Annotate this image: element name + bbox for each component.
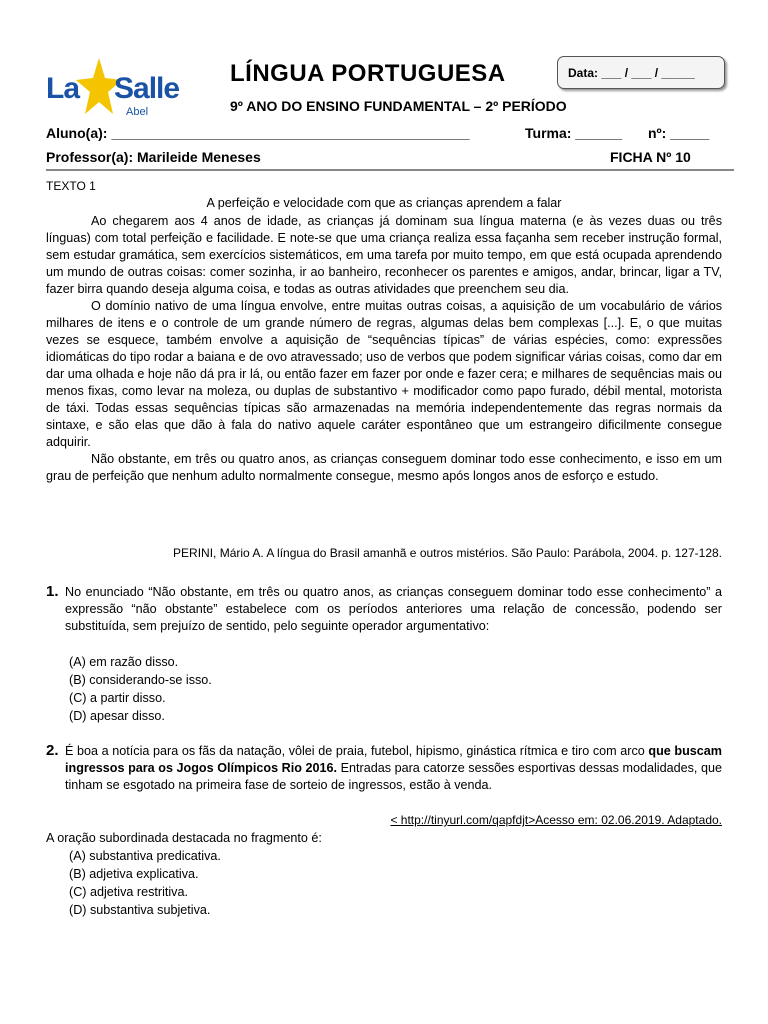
page-subtitle: 9º ANO DO ENSINO FUNDAMENTAL – 2º PERÍODO [230,98,567,114]
question-2-prompt: A oração subordinada destacada no fragmento é: [46,831,322,845]
la-salle-logo [46,58,198,122]
question-1-text: No enunciado “Não obstante, em três ou quatro anos, as crianças conseguem dominar todo esse conhecimento” a expressão “não obstante” estabelece com os períodos anteriores uma relação de concessão, podendo ser substituída, sem prejuízo de sentido, pelo seguinte operador argumentativo: [65,585,722,633]
text-title: A perfeição e velocidade com que as crianças aprendem a falar [206,196,562,210]
option-c[interactable]: (C) a partir disso. [69,691,166,705]
question-2-options [69,847,221,919]
sheet-number: FICHA Nº 10 [610,149,691,165]
paragraph-1: Ao chegarem aos 4 anos de idade, as crianças já dominam sua língua materna (e às vezes duas ou três línguas) com total perfeição e facilidade. E note-se que uma criança realiza essa façanha sem receber instrução formal, sem estudar gramática, sem exercícios sistemáticos, em uma tarefa por muito tempo, em que está ocupada aprendendo um mundo de outras coisas: comer sozinha, ir ao banheiro, reconhecer os parentes e amigos, andar, brincar, ligar a TV, fazer birra quando deseja alguma coisa, e todas as outras atividades que preenchem seu dia. [46,214,722,296]
question-1-options [69,653,212,725]
option-a[interactable]: (A) em razão disso. [69,655,179,669]
logo-la: La [46,72,80,105]
option-d[interactable]: (D) substantiva subjetiva. [69,903,211,917]
question-2-text-end: Entradas para catorze sessões esportivas dessas modalidades, que tinham se esgotado na primeira fase de sorteio de ingressos, estão à venda. [65,761,723,792]
text-source: PERINI, Mário A. A língua do Brasil amanhã e outros mistérios. São Paulo: Parábola, 2004. p. 127-128. [173,546,722,560]
logo-abel: Abel [126,106,149,118]
question-2-number: 2. [46,742,59,759]
option-b[interactable]: (B) considerando-se isso. [69,673,212,687]
question-2-text [65,743,722,794]
option-d[interactable]: (D) apesar disso. [69,709,165,723]
option-a[interactable]: (A) substantiva predicativa. [69,849,221,863]
teacher-label: Professor(a): Marileide Meneses [46,149,261,165]
question-1-number: 1. [46,583,59,600]
class-field[interactable]: Turma: ______ [525,125,623,141]
page-title: LÍNGUA PORTUGUESA [230,60,506,87]
divider [46,169,734,171]
text-label: TEXTO 1 [46,179,96,193]
question-2-source: < http://tinyurl.com/qapfdjt>Acesso em: 02.06.2019. Adaptado. [390,813,722,827]
student-name-field[interactable]: Aluno(a): ______________________________________________ [46,125,470,141]
logo-salle: Salle [114,72,180,105]
date-field[interactable]: Data: ___ / ___ / _____ [557,56,725,89]
option-c[interactable]: (C) adjetiva restritiva. [69,885,188,899]
reading-text [46,213,722,485]
question-2-text-start: É boa a notícia para os fãs da natação, vôlei de praia, futebol, hipismo, ginástica rítmica e tiro com arco [65,744,649,758]
paragraph-2: O domínio nativo de uma língua envolve, entre muitas outras coisas, a aquisição de um vocabulário de vários milhares de itens e o controle de um grande número de regras, algumas delas bem complexas [...]. E, o que muitas vezes se esquece, também envolve a aquisição de “sequências típicas” de várias espécies, como: expressões idiomáticas do tipo rodar a baiana e de ovo atravessado; uso de verbos que podem significar várias coisas, como dar em dar uma olhada e hoje não dá pra ir lá, ou então fazer em fazer por onde e fazer cera; e milhares de sequências mais ou menos fixas, como levar na moleza, ou duplas de substantivo + modificador como papo furado, débil mental, motorista de táxi. Todas essas sequências típicas são armazenadas na memória independentemente das regras normais da sintaxe, e são elas que dão à fala do nativo aquele caráter espontâneo que um estrangeiro dificilmente consegue adquirir. [46,299,722,449]
option-b[interactable]: (B) adjetiva explicativa. [69,867,199,881]
question-2-highlight: que buscam ingressos para os Jogos Olímpicos Rio 2016. [65,744,722,775]
number-field[interactable]: nº: _____ [648,125,710,141]
paragraph-3: Não obstante, em três ou quatro anos, as crianças conseguem dominar todo esse conhecimento, e isso em um grau de perfeição que nenhum adulto normalmente consegue, mesmo após longos anos de esforço e estudo. [46,452,722,483]
